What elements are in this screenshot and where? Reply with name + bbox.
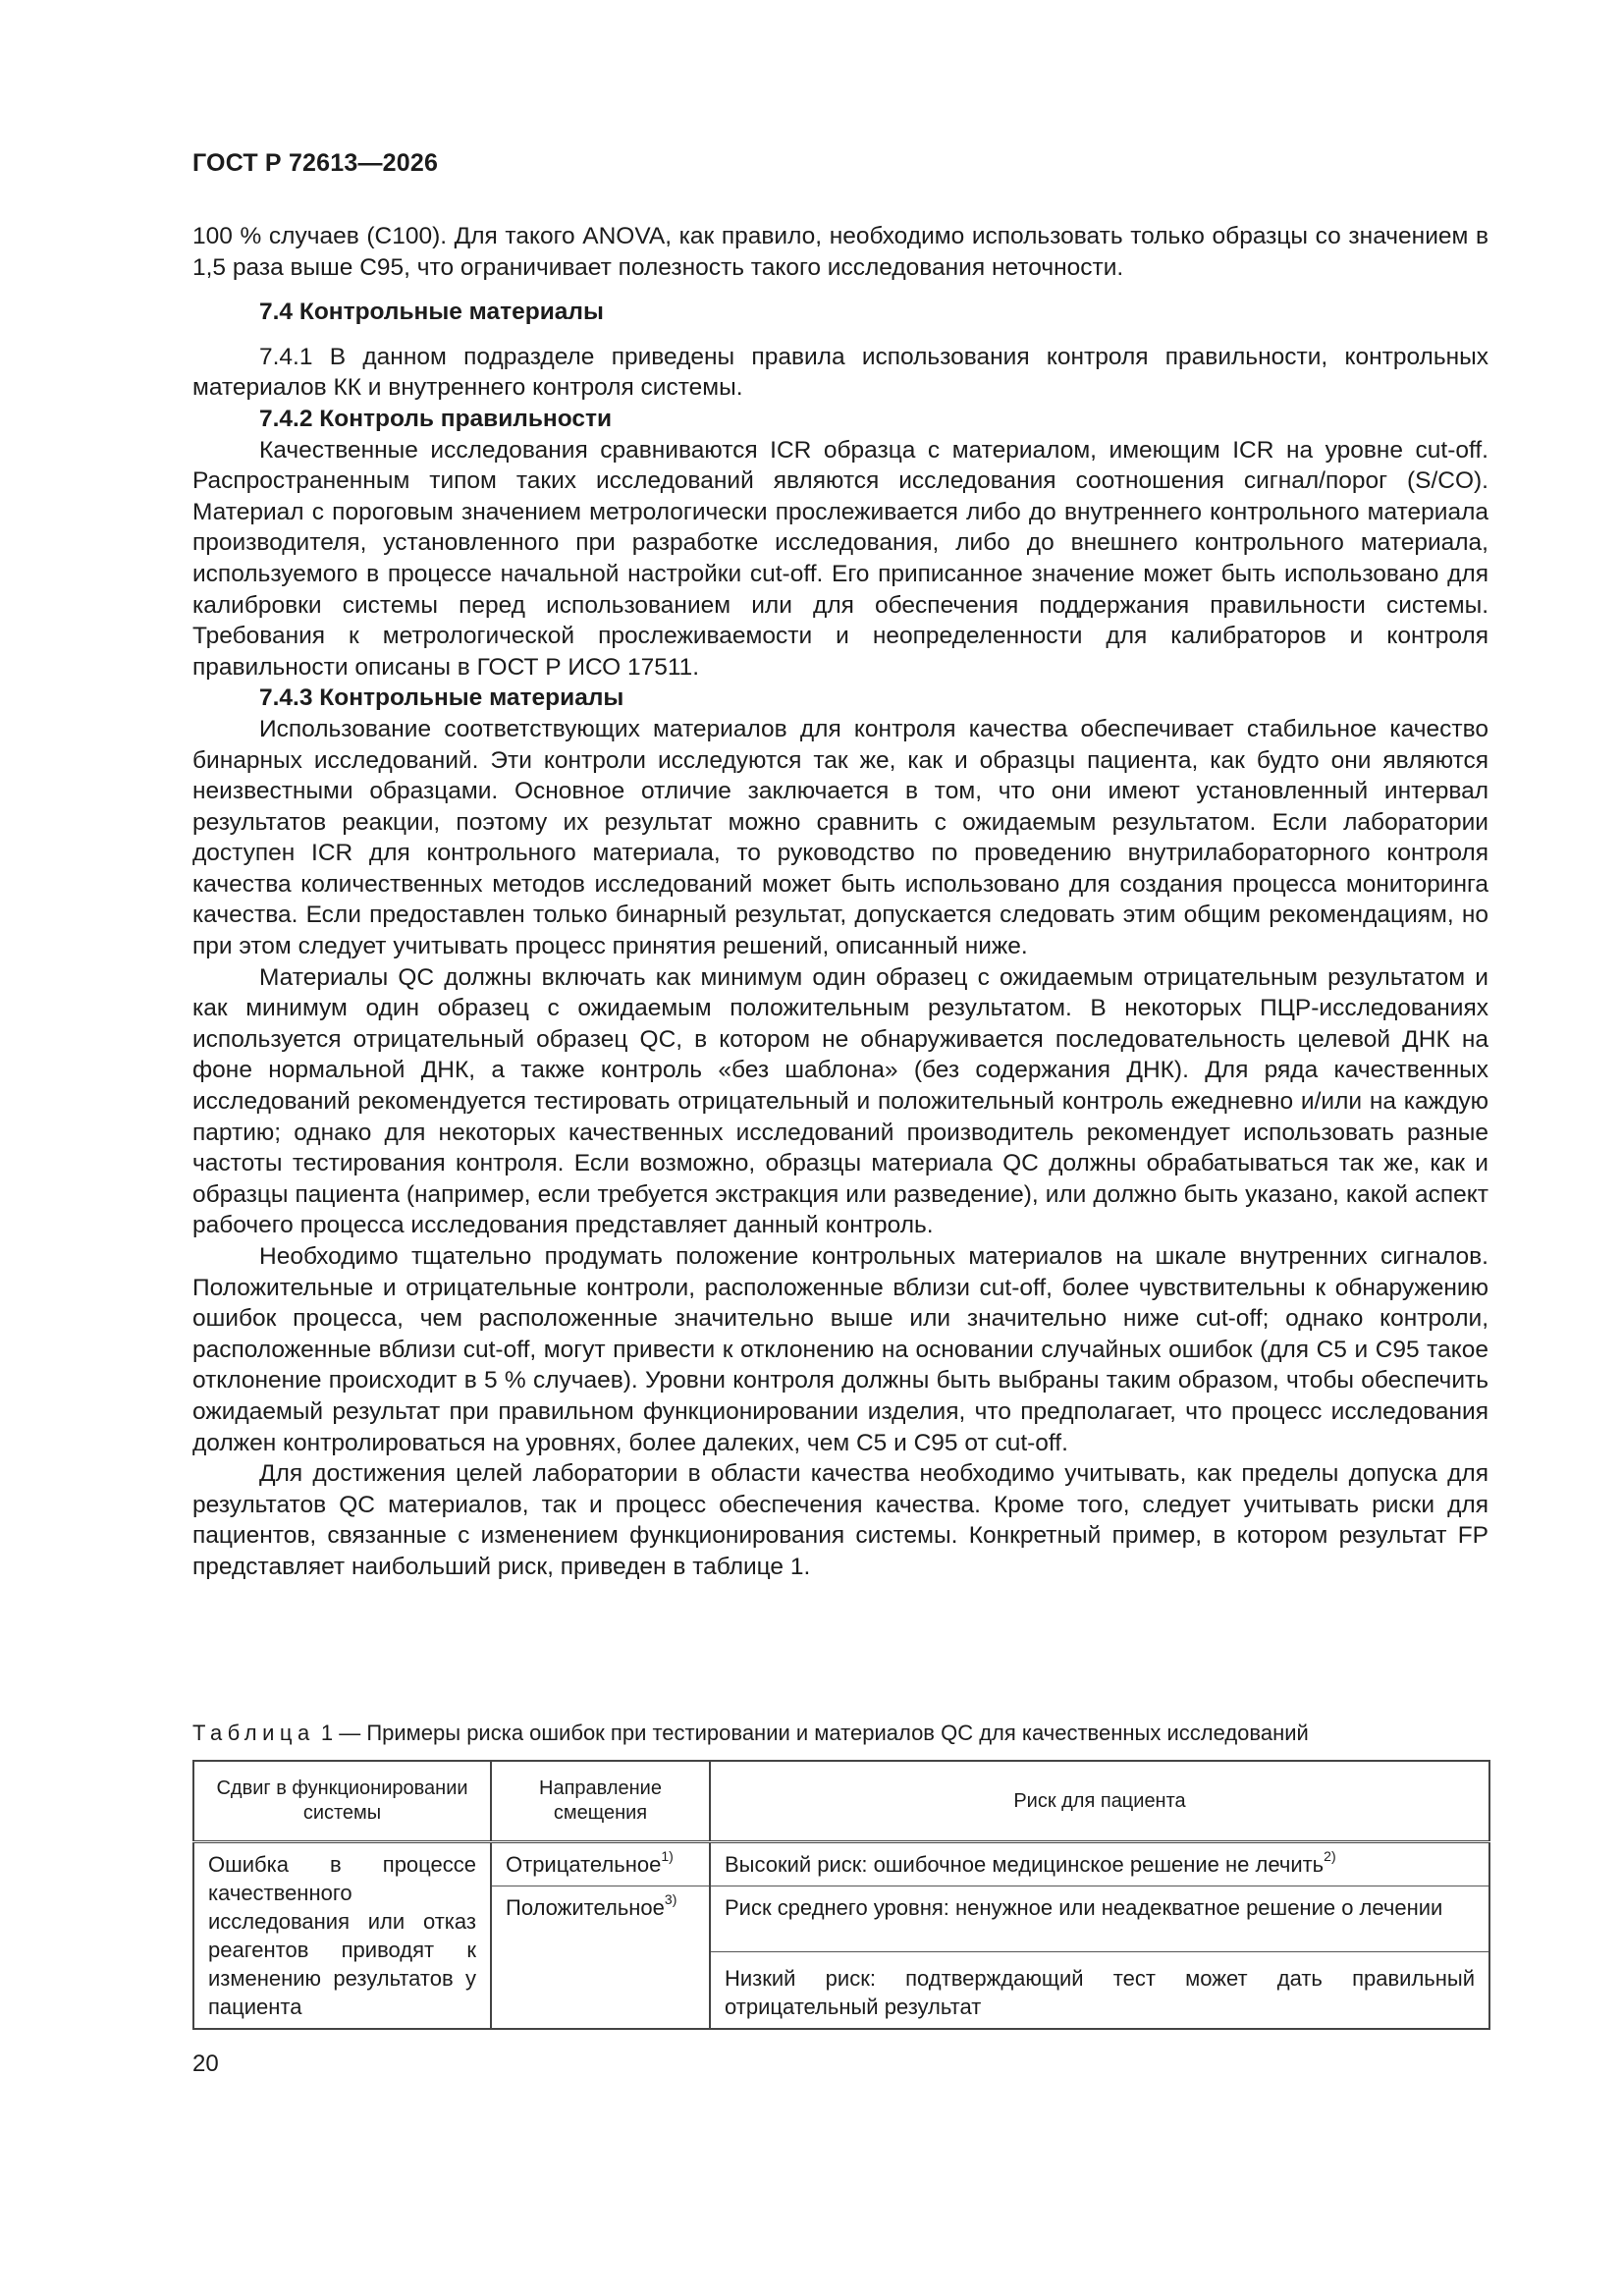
paragraph-7-4-2: Качественные исследования сравниваются ICR образца с материалом, имеющим ICR на уровне cut-off. Распространенным типом таких исследований являются исследования соотношения сигнал/порог (S/CO). Материал с пороговым значением метрологически прослеживается либо до внутреннего контрольного материала производителя, установленного при разработке исследования, либо до внешнего контрольного материала, используемого в процессе начальной настройки cut-off. Его приписанное значение может быть использовано для калибровки системы перед использованием или для обеспечения поддержания правильности системы. Требования к метрологической прослеживаемости и неопределенности для калибраторов и контроля правильности описаны в ГОСТ Р ИСО 17511. <box>192 436 1488 681</box>
footnote-ref: 2) <box>1324 1847 1336 1864</box>
table-caption-label: Таблица <box>192 1721 315 1745</box>
section-heading-7-4-3: 7.4.3 Контрольные материалы <box>259 684 624 712</box>
risk-text: Высокий риск: ошибочное медицинское решение не лечить <box>725 1852 1325 1877</box>
table-header-row <box>193 1761 1489 1842</box>
standard-number-header: ГОСТ Р 72613—2026 <box>192 149 439 177</box>
intro-paragraph: 100 % случаев (C100). Для такого ANOVA, как правило, необходимо использовать только образцы со значением в 1,5 раза выше C95, что ограничивает полезность такого исследования неточности. <box>192 223 1488 281</box>
section-heading-7-4-2: 7.4.2 Контроль правильности <box>259 405 613 432</box>
paragraph-7-4-3-d: Для достижения целей лаборатории в области качества необходимо учитывать, как пределы допуска для результатов QC материалов, так и процесс обеспечения качества. Кроме того, следует учитывать риски для пациентов, связанные с изменением функционирования системы. Конкретный пример, в котором результат FP представляет наибольший риск, приведен в таблице 1. <box>192 1460 1488 1580</box>
paragraph-7-4-3-b: Материалы QC должны включать как минимум один образец с ожидаемым отрицательным результатом и как минимум один образец с ожидаемым положительным результатом. В некоторых ПЦР-исследованиях используется отрицательный образец QC, в котором не обнаруживается последовательность целевой ДНК на фоне нормальной ДНК, а также контроль «без шаблона» (без содержания ДНК). Для ряда качественных исследований рекомендуется тестировать отрицательный и положительный контроль ежедневно и/или на каждую партию; однако для некоторых качественных исследований производитель рекомендует использовать разные частоты тестирования контроля. Если возможно, образцы материала QC должны обрабатываться так же, как и образцы пациента (например, если требуется экстракция или разведение), или должно быть указано, какой аспект рабочего процесса исследования представляет данный контроль. <box>192 963 1488 1239</box>
footnote-ref: 1) <box>661 1847 674 1864</box>
direction-cell <box>491 1886 710 2030</box>
paragraph-7-4-1: 7.4.1 В данном подразделе приведены правила использования контроля правильности, контрольных материалов КК и внутреннего контроля системы. <box>192 343 1488 402</box>
risk-cell: Риск среднего уровня: ненужное или неадекватное решение о лечении <box>710 1886 1489 1952</box>
page-number: 20 <box>192 2050 219 2077</box>
document-body <box>192 221 1488 1583</box>
table-row <box>193 1842 1489 1886</box>
table-caption-text: 1 — Примеры риска ошибок при тестировании и материалов QC для качественных исследований <box>314 1721 1309 1745</box>
direction-text: Отрицательное <box>506 1852 662 1877</box>
table-caption <box>192 1721 1309 1746</box>
shift-cell: Ошибка в процессе качественного исследования или отказ реагентов приводят к изменению результатов у пациента <box>193 1842 491 2030</box>
footnote-ref: 3) <box>664 1890 677 1907</box>
header-direction: Направление смещения <box>491 1761 710 1842</box>
risk-cell: Низкий риск: подтверждающий тест может дать правильный отрицательный результат <box>710 1952 1489 2030</box>
paragraph-7-4-3-c: Необходимо тщательно продумать положение контрольных материалов на шкале внутренних сигналов. Положительные и отрицательные контроли, расположенные вблизи cut-off, более чувствительны к обнаружению ошибок процесса, чем расположенные значительно выше или значительно ниже cut-off; однако контроли, расположенные вблизи cut-off, могут привести к отклонению на основании случайных ошибок (для C5 и C95 такое отклонение происходит в 5 % случаев). Уровни контроля должны быть выбраны таким образом, чтобы обеспечить ожидаемый результат при правильном функционировании изделия, что предполагает, что процесс исследования должен контролироваться на уровнях, более далеких, чем C5 и C95 от cut-off. <box>192 1243 1488 1456</box>
header-risk: Риск для пациента <box>710 1761 1489 1842</box>
section-heading-7-4: 7.4 Контрольные материалы <box>259 299 604 326</box>
direction-text: Положительное <box>506 1895 665 1920</box>
risk-table <box>192 1760 1490 2030</box>
header-shift: Сдвиг в функционировании системы <box>193 1761 491 1842</box>
paragraph-7-4-3-a: Использование соответствующих материалов для контроля качества обеспечивает стабильное качество бинарных исследований. Эти контроли исследуются так же, как и образцы пациента, как будто они являются неизвестными образцами. Основное отличие заключается в том, что они имеют установленный интервал результатов реакции, поэтому их результат можно сравнить с ожидаемым результатом. Если лаборатории доступен ICR для контрольного материала, то руководство по проведению внутрилабораторного контроля качества количественных методов исследований может быть использовано для создания процесса мониторинга качества. Если предоставлен только бинарный результат, допускается следовать этим общим рекомендациям, но при этом следует учитывать процесс принятия решений, описанный ниже. <box>192 715 1488 960</box>
risk-cell <box>710 1842 1489 1886</box>
direction-cell <box>491 1842 710 1886</box>
